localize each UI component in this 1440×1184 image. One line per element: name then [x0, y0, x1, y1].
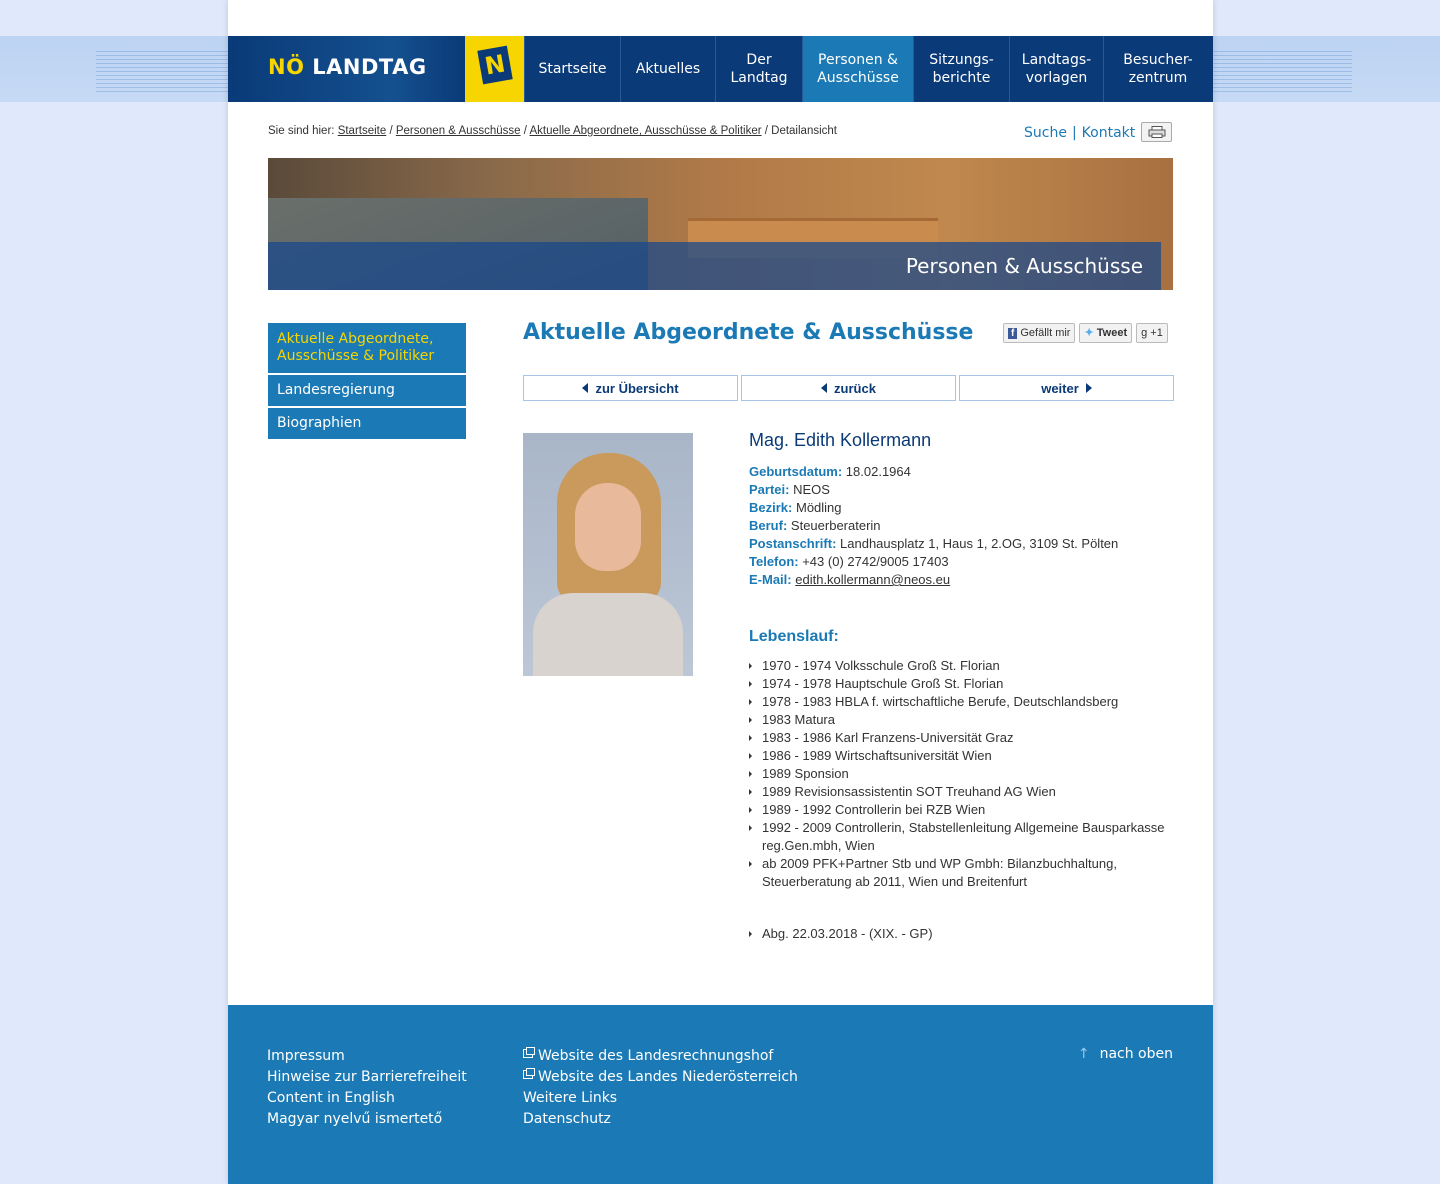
- email-link[interactable]: edith.kollermann@neos.eu: [795, 572, 951, 587]
- breadcrumb-link-startseite[interactable]: Startseite: [337, 125, 387, 137]
- site-logo[interactable]: [228, 36, 465, 102]
- nav-aktuelles[interactable]: Aktuelles: [620, 36, 715, 102]
- nav-personen-ausschuesse[interactable]: Personen & Ausschüsse: [802, 36, 913, 102]
- arrow-up-icon: ↑: [1077, 1046, 1090, 1062]
- footer-link-barrierefreiheit[interactable]: Hinweise zur Barrierefreiheit: [267, 1069, 467, 1085]
- nav-landtagsvorlagen[interactable]: Landtags- vorlagen: [1009, 36, 1103, 102]
- sidebar-item-aktuelle-abgeordnete[interactable]: Aktuelle Abgeordnete, Ausschüsse & Politiker: [268, 323, 466, 373]
- twitter-icon: ✦: [1084, 327, 1094, 339]
- google-icon: g: [1141, 327, 1148, 339]
- footer-link-landesrechnungshof[interactable]: Website des Landesrechnungshof: [523, 1046, 798, 1067]
- mandate-item: Abg. 22.03.2018 - (XIX. - GP): [749, 925, 1179, 943]
- person-name: Mag. Edith Kollermann: [749, 430, 932, 450]
- breadcrumb-current: Detailansicht: [771, 125, 837, 137]
- facebook-like-button[interactable]: f Gefällt mir: [1003, 323, 1075, 343]
- pager: [523, 375, 1174, 401]
- breadcrumb-prefix: Sie sind hier:: [268, 125, 335, 137]
- hero-title: Personen & Ausschüsse: [905, 254, 1143, 278]
- back-to-top-link[interactable]: ↑ nach oben: [1077, 1046, 1173, 1062]
- contact-link[interactable]: Kontakt: [1081, 125, 1136, 141]
- footer-link-magyar[interactable]: Magyar nyelvű ismertető: [267, 1111, 443, 1127]
- info-profession: Beruf: Steuerberaterin: [749, 518, 881, 533]
- footer-col-1: [267, 1046, 467, 1130]
- list-item: ab 2009 PFK+Partner Stb und WP Gmbh: Bilanzbuchhaltung, Steuerberatung ab 2011, Wien und Breitenfurt: [749, 855, 1179, 891]
- info-phone: Telefon: +43 (0) 2742/9005 17403: [749, 554, 949, 569]
- cv-heading: Lebenslauf:: [749, 628, 839, 645]
- nav-startseite[interactable]: Startseite: [524, 36, 620, 102]
- tweet-button[interactable]: ✦ Tweet: [1079, 323, 1132, 343]
- list-item: 1989 - 1992 Controllerin bei RZB Wien: [749, 801, 1179, 819]
- facebook-icon: f: [1008, 328, 1017, 339]
- arrow-left-icon: [582, 383, 588, 393]
- info-email: E-Mail: edith.kollermann@neos.eu: [749, 572, 951, 587]
- nav-besucherzentrum[interactable]: Besucher- zentrum: [1103, 36, 1212, 102]
- list-item: 1986 - 1989 Wirtschaftsuniversität Wien: [749, 747, 1179, 765]
- decor-lines-right: [1212, 48, 1352, 92]
- utility-links: [1024, 125, 1135, 141]
- breadcrumb: Sie sind hier: Startseite / Personen & Ausschüsse / Aktuelle Abgeordnete, Ausschüsse & Politiker / Detailansicht: [268, 125, 837, 137]
- cv-list: [749, 657, 1179, 891]
- state-badge: [465, 36, 524, 102]
- arrow-left-icon: [821, 383, 827, 393]
- printer-icon: [1148, 126, 1166, 138]
- info-party: Partei: NEOS: [749, 482, 830, 497]
- breadcrumb-link-personen[interactable]: Personen & Ausschüsse: [395, 125, 521, 137]
- external-link-icon: [523, 1049, 533, 1058]
- list-item: 1983 Matura: [749, 711, 1179, 729]
- breadcrumb-link-aktuelle-abgeordnete[interactable]: Aktuelle Abgeordnete, Ausschüsse & Politiker: [529, 125, 762, 137]
- sidebar-item-biographien[interactable]: Biographien: [268, 408, 466, 439]
- google-plus-button[interactable]: g +1: [1136, 323, 1168, 343]
- external-link-icon: [523, 1070, 533, 1079]
- footer-link-impressum[interactable]: Impressum: [267, 1048, 345, 1064]
- sidebar: [268, 323, 466, 441]
- social-buttons: [1003, 323, 1168, 343]
- list-item: 1989 Revisionsassistentin SOT Treuhand AG Wien: [749, 783, 1179, 801]
- footer-link-weitere-links[interactable]: Weitere Links: [523, 1090, 618, 1106]
- nav-der-landtag[interactable]: Der Landtag: [715, 36, 802, 102]
- utility-separator: |: [1071, 125, 1077, 141]
- print-button[interactable]: [1141, 122, 1172, 142]
- top-navigation: [228, 36, 1213, 102]
- back-button[interactable]: zurück: [741, 375, 956, 401]
- person-details: [749, 430, 1179, 589]
- person-photo: [523, 433, 693, 676]
- sidebar-item-landesregierung[interactable]: Landesregierung: [268, 375, 466, 406]
- list-item: 1983 - 1986 Karl Franzens-Universität Graz: [749, 729, 1179, 747]
- arrow-right-icon: [1086, 383, 1092, 393]
- info-birthdate: Geburtsdatum: 18.02.1964: [749, 464, 911, 479]
- page-container: [228, 0, 1213, 1184]
- next-button[interactable]: weiter: [959, 375, 1174, 401]
- overview-button[interactable]: zur Übersicht: [523, 375, 738, 401]
- badge-n-icon: N: [477, 46, 512, 85]
- footer-link-land-noe[interactable]: Website des Landes Niederösterreich: [523, 1067, 798, 1088]
- page-title: Aktuelle Abgeordnete & Ausschüsse: [523, 320, 974, 345]
- info-address: Postanschrift: Landhausplatz 1, Haus 1, 2.OG, 3109 St. Pölten: [749, 536, 1119, 551]
- list-item: 1989 Sponsion: [749, 765, 1179, 783]
- footer-link-datenschutz[interactable]: Datenschutz: [523, 1111, 611, 1127]
- list-item: 1992 - 2009 Controllerin, Stabstellenleitung Allgemeine Bausparkasse reg.Gen.mbh, Wien: [749, 819, 1179, 855]
- mandate-list: [749, 925, 1179, 943]
- list-item: 1978 - 1983 HBLA f. wirtschaftliche Berufe, Deutschlandsberg: [749, 693, 1179, 711]
- nav-sitzungsberichte[interactable]: Sitzungs- berichte: [913, 36, 1009, 102]
- logo-text: NÖ LANDTAG: [268, 55, 427, 79]
- decor-lines-left: [96, 48, 236, 92]
- footer: [228, 1005, 1213, 1184]
- footer-link-english[interactable]: Content in English: [267, 1090, 395, 1106]
- hero-banner: [268, 158, 1173, 290]
- search-link[interactable]: Suche: [1024, 125, 1067, 141]
- info-district: Bezirk: Mödling: [749, 500, 842, 515]
- footer-col-2: [523, 1046, 798, 1130]
- list-item: 1970 - 1974 Volksschule Groß St. Florian: [749, 657, 1179, 675]
- list-item: 1974 - 1978 Hauptschule Groß St. Florian: [749, 675, 1179, 693]
